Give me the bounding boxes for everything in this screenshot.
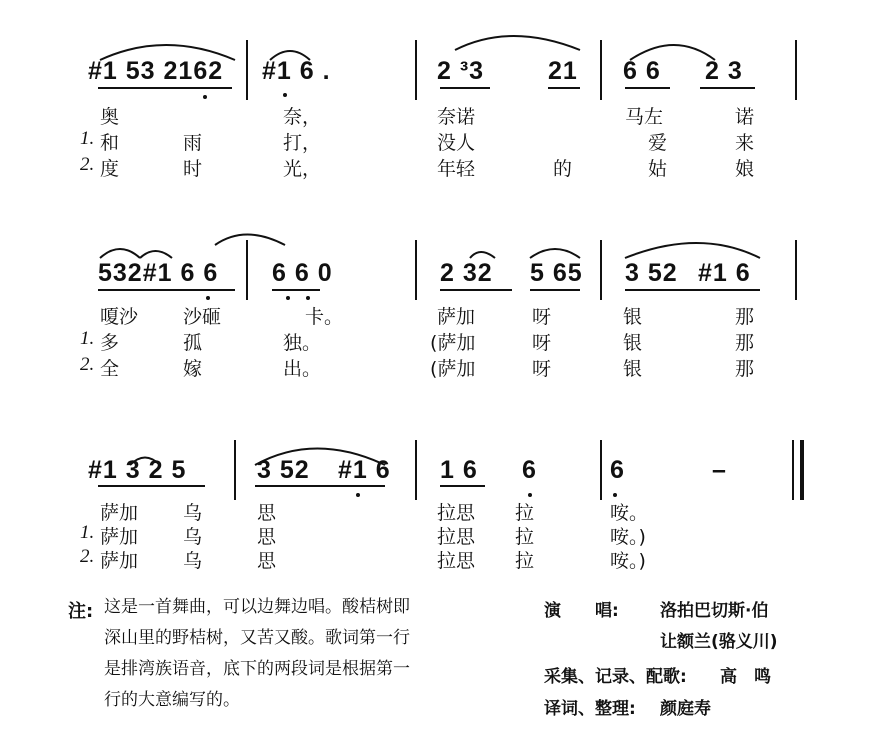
bar-line — [415, 240, 417, 300]
performer-label: 演 唱: — [544, 601, 619, 621]
slur — [530, 249, 580, 258]
lyric: 和 — [100, 132, 120, 154]
bar-line — [795, 240, 797, 300]
note-line: 这是一首舞曲，可以边舞边唱。酸桔树即 — [104, 597, 410, 617]
lyric: (萨加 — [430, 358, 476, 380]
lyric: 奈诺 — [437, 106, 476, 128]
lyric: 雨 — [183, 132, 203, 154]
verse-number: 2. — [80, 154, 95, 175]
slur — [470, 252, 495, 258]
lyric: 时 — [183, 158, 203, 180]
bar-line — [246, 240, 248, 300]
verse-number: 1. — [80, 328, 95, 349]
lyric: 呀 — [532, 358, 552, 380]
verse-number: 2. — [80, 354, 95, 375]
bar-line — [415, 40, 417, 100]
lyric: 思 — [257, 526, 277, 548]
final-bar-line — [792, 440, 794, 500]
bar-line — [600, 440, 602, 500]
lyric: 思 — [257, 550, 277, 572]
notes-m6: 6 6 0 — [272, 259, 333, 287]
lyric: 卡。 — [305, 306, 344, 328]
notes-m2: #1 6 . — [262, 57, 331, 85]
lyric: 没人 — [437, 132, 476, 154]
lyric: 独。 — [283, 332, 322, 354]
lyric: 萨加 — [437, 306, 476, 328]
lyric: 出。 — [283, 358, 322, 380]
lyric: 拉思 — [437, 526, 476, 548]
notes-m7a: 2 32 — [440, 259, 493, 287]
lyric: 咹。 — [610, 502, 649, 524]
notes-m4b: 2 3 — [705, 57, 743, 85]
note-line: 深山里的野桔树，又苦又酸。歌词第一行 — [104, 628, 410, 648]
notes-m11a: 1 6 — [440, 456, 478, 484]
lyric: 打， — [283, 132, 322, 154]
notes-m12b: – — [712, 456, 727, 484]
dot — [356, 493, 360, 497]
dot — [306, 296, 310, 300]
slur — [215, 235, 285, 246]
note-text — [104, 592, 524, 716]
lyric: 那 — [735, 306, 755, 328]
translate-label: 译词、整理: — [544, 699, 636, 719]
lyric: 思 — [257, 502, 277, 524]
notes-m3b: 21 — [548, 57, 578, 85]
notes-m12a: 6 — [610, 456, 625, 484]
verse-number: 1. — [80, 522, 95, 543]
bar-line — [600, 40, 602, 100]
bar-line — [795, 40, 797, 100]
lyric: 萨加 — [100, 550, 139, 572]
notes-m10b: #1 6 — [338, 456, 391, 484]
lyric: 拉思 — [437, 502, 476, 524]
lyric: 的 — [553, 158, 573, 180]
slur — [100, 249, 140, 258]
note-line: 行的大意编写的。 — [104, 690, 240, 710]
notes-m3a: 2 ³3 — [437, 57, 485, 85]
lyric: 马左 — [625, 106, 664, 128]
dot — [286, 296, 290, 300]
lyric: 乌 — [183, 502, 203, 524]
dot — [613, 493, 617, 497]
lyric: 银 — [623, 332, 643, 354]
lyric: 乌 — [183, 550, 203, 572]
lyric: 拉 — [515, 526, 535, 548]
dot — [203, 95, 207, 99]
lyric: 姑 — [648, 158, 668, 180]
collect-label: 采集、记录、配歌: — [544, 667, 687, 687]
lyric: 年轻 — [437, 158, 476, 180]
lyric: 爱 — [648, 132, 668, 154]
lyric: 萨加 — [100, 526, 139, 548]
notes-m8a: 3 52 — [625, 259, 678, 287]
lyric: 咹。) — [610, 550, 646, 572]
lyric: 呀 — [532, 332, 552, 354]
lyric: 那 — [735, 358, 755, 380]
lyric: 诺 — [735, 106, 755, 128]
dot — [528, 493, 532, 497]
lyric: 拉 — [515, 502, 535, 524]
notes-m1: #1 53 2162 — [88, 57, 224, 85]
lyric: 多 — [100, 332, 120, 354]
notes-m4a: 6 6 — [623, 57, 661, 85]
lyric: 光， — [283, 158, 322, 180]
lyric: 萨加 — [100, 502, 139, 524]
final-bar-line-thick — [800, 440, 804, 500]
notes-m7b: 5 65 — [530, 259, 583, 287]
lyric: 嗄沙 — [100, 306, 139, 328]
lyric: 嫁 — [183, 358, 203, 380]
slur — [140, 251, 172, 258]
notes-m8b: #1 6 — [698, 259, 751, 287]
lyric: 全 — [100, 358, 120, 380]
slur — [455, 36, 580, 50]
lyric: 拉 — [515, 550, 535, 572]
lyric: 沙砸 — [183, 306, 222, 328]
lyric: 乌 — [183, 526, 203, 548]
lyric: 奈， — [283, 106, 322, 128]
lyric: 银 — [623, 306, 643, 328]
lyric: 拉思 — [437, 550, 476, 572]
verse-number: 2. — [80, 546, 95, 567]
performer-name-2: 让额兰(骆义川) — [660, 632, 778, 652]
lyric: 来 — [735, 132, 755, 154]
collect-name: 高 鸣 — [720, 667, 771, 687]
bar-line — [600, 240, 602, 300]
notes-m11b: 6 — [522, 456, 537, 484]
lyric: 咹。) — [610, 526, 646, 548]
lyric: 奥 — [100, 106, 120, 128]
bar-line — [246, 40, 248, 100]
slur — [625, 243, 760, 258]
lyric: 娘 — [735, 158, 755, 180]
notes-m5: 532#1 6 6 — [98, 259, 219, 287]
translate-name: 颜庭寿 — [660, 699, 711, 719]
note-label: 注: — [68, 601, 94, 622]
bar-line — [234, 440, 236, 500]
lyric: 银 — [623, 358, 643, 380]
notes-m9: #1 3 2 5 — [88, 456, 187, 484]
notes-m10a: 3 52 — [257, 456, 310, 484]
lyric: 孤 — [183, 332, 203, 354]
note-line: 是排湾族语音，底下的两段词是根据第一 — [104, 659, 410, 679]
performer-name-1: 洛拍巴切斯·伯 — [660, 601, 769, 621]
dot — [206, 296, 210, 300]
dot — [283, 93, 287, 97]
verse-number: 1. — [80, 128, 95, 149]
lyric: 那 — [735, 332, 755, 354]
lyric: (萨加 — [430, 332, 476, 354]
lyric: 呀 — [532, 306, 552, 328]
lyric: 度 — [100, 158, 120, 180]
bar-line — [415, 440, 417, 500]
